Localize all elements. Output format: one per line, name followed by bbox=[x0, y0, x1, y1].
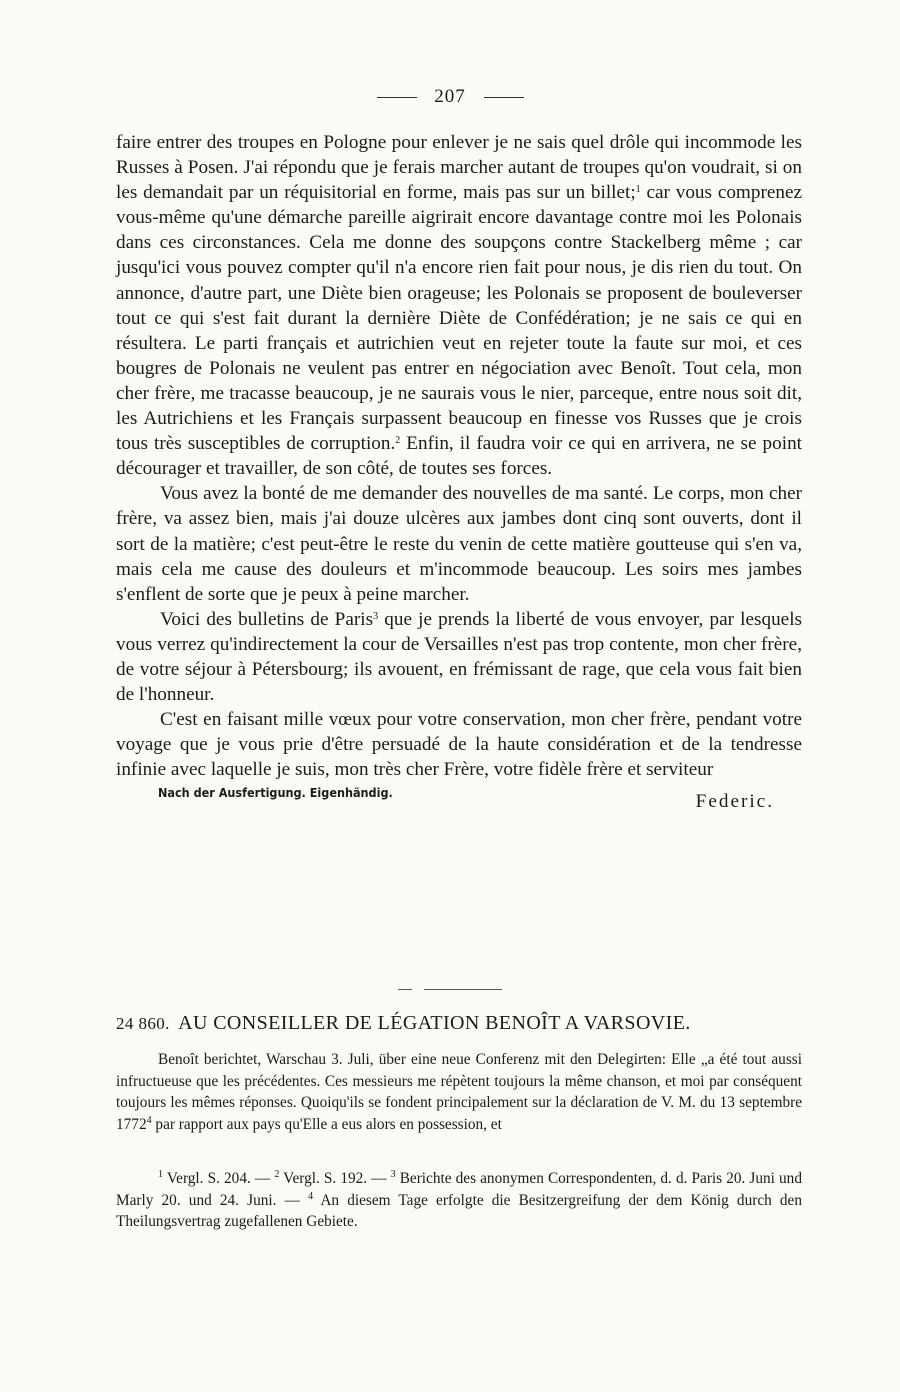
signature-block bbox=[116, 783, 802, 813]
paragraph: Vous avez la bonté de me demander des nouvelles de ma santé. Le corps, mon cher frère, va assez bien, mais j'ai douze ulcères aux jambes dont cinq sont ouverts, dont il sort de la matière; c'est peut-être le reste du venin de cette matière goutteuse qui s'en va, mais cela me cause des douleurs et m'incommode beaucoup. Les soirs mes jambes s'enflent de sorte que je peux à peine marcher. bbox=[116, 483, 802, 605]
letter-title: AU CONSEILLER DE LÉGATION BENOÎT A VARSOVIE. bbox=[178, 1012, 691, 1034]
footnote-marker: 3 bbox=[390, 1169, 396, 1180]
letter-number: 24 860. bbox=[116, 1014, 170, 1033]
letter-heading bbox=[116, 1012, 802, 1035]
footnote-text: Vergl. S. 192. — bbox=[279, 1170, 391, 1187]
footnotes bbox=[116, 1168, 802, 1233]
footnote-ref: 2 bbox=[395, 435, 401, 447]
closing-paragraph: C'est en faisant mille vœux pour votre conservation, mon cher frère, pendant votre voyage que je vous prie d'être persuadé de la haute considération et de la tendresse infinie avec laquelle je suis, mon très cher Frère, votre fidèle frère et serviteur bbox=[116, 709, 802, 781]
letter-summary bbox=[116, 1049, 802, 1135]
text-run: Benoît berichtet, Warschau 3. Juli, über eine neue Conferenz mit den Delegirten: Elle „a été tout aussi infructueuse que les précédentes. Ces messieurs me répètent toujours la même chanson, et moi par conséquent toujours les mêmes réponses. Quoiqu'ils se fondent principalement sur la déclaration de V. M. du 13 septembre 1772 bbox=[116, 1051, 802, 1133]
footnote-text: An diesem Tage erfolgte die Besitzergreifung der dem König durch den Theilungsvertrag zugefallenen Gebiete. bbox=[116, 1191, 802, 1230]
paragraph bbox=[116, 130, 802, 481]
text-run: Voici des bulletins de Paris bbox=[160, 608, 374, 630]
text-run: faire entrer des troupes en Pologne pour enlever je ne sais quel drôle qui incommode les Russes à Posen. J'ai répondu que je ferais marcher autant de troupes qu'on voudrait, si on les demandait par un réquisitorial en forme, mais pas sur un billet; bbox=[116, 132, 802, 204]
source-note: Nach der Ausfertigung. Eigenhändig. bbox=[158, 785, 393, 801]
footnote-text: Vergl. S. 204. — bbox=[163, 1170, 275, 1187]
text-run: Enfin, il faudra voir ce qui en arrivera, ne se point décourager et travailler, de son côté, de toutes ses forces. bbox=[116, 433, 802, 480]
footnote-marker: 1 bbox=[158, 1169, 163, 1180]
footnote-ref: 3 bbox=[373, 610, 379, 622]
footnote-ref: 1 bbox=[635, 184, 641, 196]
footnote-text: Berichte des anonymen Correspondenten, d. d. Paris 20. Juni und Marly 20. und 24. Juni. — bbox=[116, 1170, 802, 1209]
letter-body bbox=[116, 130, 802, 813]
page-number: 207 bbox=[434, 86, 466, 107]
footnote-ref: 4 bbox=[146, 1114, 152, 1126]
text-run: car vous comprenez vous-même qu'une démarche pareille aigrirait encore davantage contre moi les Polonais dans ces circonstances. Cela me donne des soupçons contre Stackelberg même ; car jusqu'ici vous pouvez compter qu'il n'a encore rien fait pour nous, je dis rien du tout. On annonce, d'autre part, une Diète bien orageuse; les Polonais se proposent de bouleverser tout ce qui s'est fait durant la dernière Diète de Confédération; je ne sais ce qui en résultera. Le parti français et autrichien veut en rejeter toute la faute sur moi, et ces bougres de Polonais ne veulent pas entrer en négociation avec Benoît. Tout cela, mon cher frère, me tracasse beaucoup, je ne saurais vous le nier, parceque, entre nous soit dit, les Autrichiens et les Français surpassent beaucoup en finesse vos Russes que je crois tous très susceptibles de corruption. bbox=[116, 182, 802, 455]
footnote-marker: 4 bbox=[308, 1190, 314, 1202]
header-dash-right bbox=[484, 97, 524, 98]
text-run: que je prends la liberté de vous envoyer, par lesquels vous verrez qu'indirectement la cour de Versailles n'est pas trop contente, mon cher frère, de votre séjour à Pétersbourg; ils avouent, en frémissant de rage, que cela vous fait bien de l'honneur. bbox=[116, 608, 802, 706]
page-header bbox=[0, 86, 900, 108]
header-dash-left bbox=[377, 97, 417, 98]
section-separator bbox=[398, 985, 502, 993]
text-run: par rapport aux pays qu'Elle a eus alors en possession, et bbox=[151, 1115, 502, 1133]
paragraph bbox=[116, 607, 802, 707]
summary-paragraph bbox=[116, 1049, 802, 1135]
signature: Federic. bbox=[695, 791, 774, 813]
footnote-marker: 2 bbox=[274, 1169, 280, 1180]
footnote-paragraph bbox=[116, 1168, 802, 1233]
